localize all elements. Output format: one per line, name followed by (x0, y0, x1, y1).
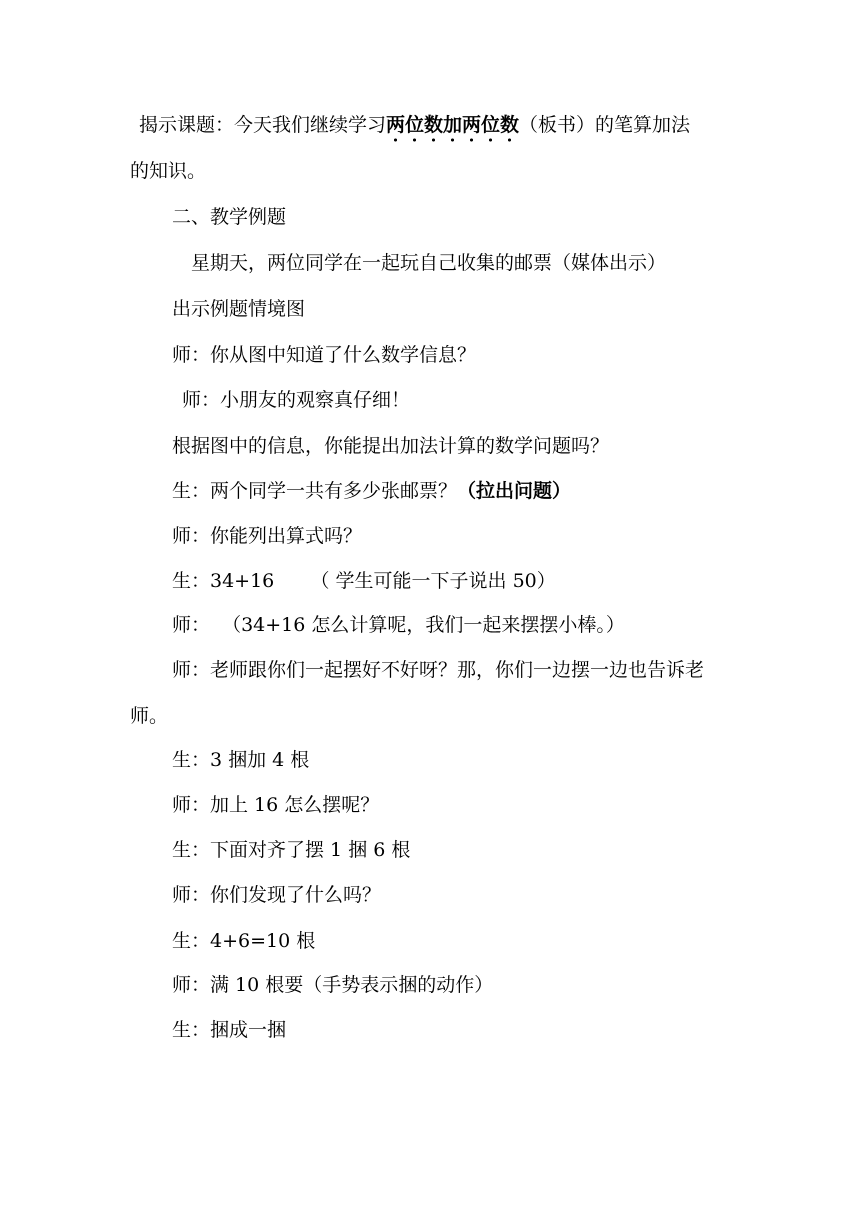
dialogue-line: 师：老师跟你们一起摆好不好呀？那，你们一边摆一边也告诉老 (172, 659, 705, 681)
dialogue-line: 师：你能列出算式吗？ (172, 525, 363, 547)
dialogue-line: 师：你们发现了什么吗？ (172, 884, 382, 906)
emphasized-topic (386, 114, 519, 136)
dialogue-line (172, 478, 571, 504)
emphasis-dots (386, 136, 519, 144)
dialogue-line: 生：捆成一捆 (172, 1019, 287, 1041)
dialogue-line: 师：加上 16 怎么摆呢？ (172, 794, 380, 816)
paragraph-line: 的知识。 (130, 160, 207, 182)
section-heading: 二、教学例题 (172, 206, 287, 228)
dialogue-line: 师：满 10 根要（手势表示捆的动作） (172, 974, 494, 996)
dialogue-line: 师。 (130, 705, 169, 727)
dialogue-line: 师： （34+16 怎么计算呢，我们一起来摆摆小棒。） (172, 614, 625, 636)
topic-prefix: 揭示课题：今天我们继续学习 (139, 114, 387, 136)
dialogue-line: 生：3 捆加 4 根 (172, 749, 310, 771)
paragraph-line: 星期天，两位同学在一起玩自己收集的邮票（媒体出示） (191, 252, 667, 274)
topic-suffix: （板书）的笔算加法 (519, 114, 691, 136)
dialogue-line: 生：34+16 （ 学生可能一下子说出 50） (172, 570, 556, 592)
dialogue-line: 师：你从图中知道了什么数学信息？ (172, 344, 477, 366)
paragraph-line: 出示例题情境图 (172, 298, 306, 320)
dialogue-line: 师：小朋友的观察真仔细！ (182, 389, 411, 411)
dialogue-line: 生：4+6=10 根 (172, 930, 316, 952)
dialogue-line: 生：下面对齐了摆 1 捆 6 根 (172, 839, 411, 861)
bold-annotation: （拉出问题） (457, 480, 572, 502)
dialogue-text: 生：两个同学一共有多少张邮票？ (172, 480, 458, 502)
topic-line (139, 112, 690, 138)
emphasized-topic-text: 两位数加两位数 (386, 114, 520, 136)
paragraph-line: 根据图中的信息，你能提出加法计算的数学问题吗？ (172, 435, 610, 457)
